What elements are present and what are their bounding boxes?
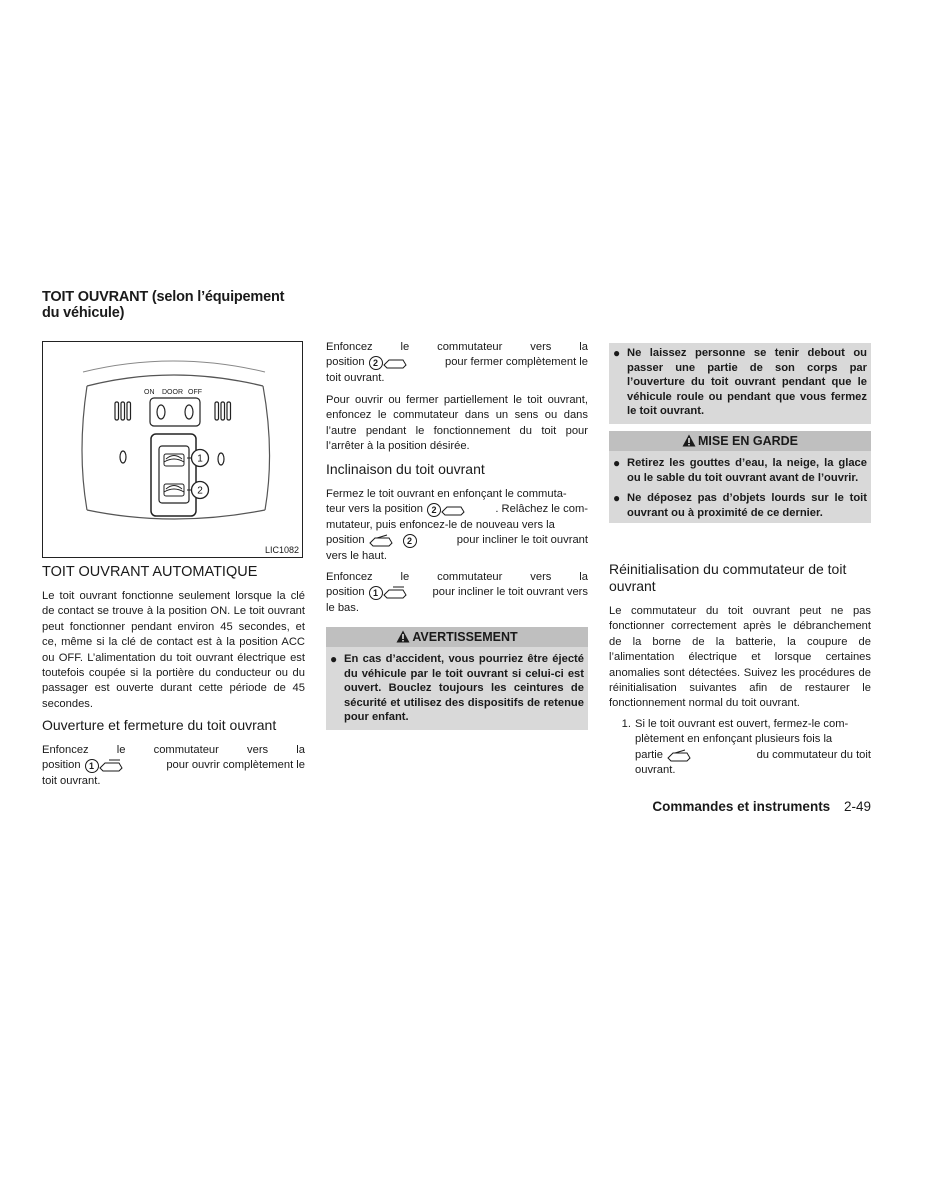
- text: position: [326, 356, 365, 369]
- tilt-p2-line-3: le bas.: [326, 601, 359, 614]
- close-full-paragraph: [326, 340, 588, 386]
- bullet-icon: ●: [330, 652, 338, 666]
- text: pour ouvrir complètement le: [166, 759, 305, 772]
- roof-open-icon: [383, 586, 407, 600]
- word: le: [400, 571, 410, 583]
- word: commutateur: [437, 341, 503, 353]
- text: pour incliner le toit ouvrant: [456, 534, 588, 547]
- text: position: [326, 534, 365, 547]
- roof-open-icon: [99, 759, 123, 773]
- tilt-p2-line-1: [326, 570, 588, 585]
- page-title-line-1: TOIT OUVRANT (selon l’équipement: [42, 289, 285, 305]
- page-title-line-2: du véhicule): [42, 305, 125, 321]
- callout-1: 1: [197, 453, 203, 465]
- tilt-up-icon: [369, 534, 417, 548]
- roof-tilt-icon: [369, 534, 393, 548]
- reset-heading: Réinitialisation du commutateur de toit ouvrant: [609, 561, 847, 594]
- mise-en-garde-item: [609, 491, 871, 520]
- tilt-line-4: [326, 533, 588, 548]
- roof-closed-icon: [383, 356, 407, 370]
- word: vers: [530, 571, 552, 583]
- avertissement-item: [326, 652, 588, 725]
- open-close-heading: Ouverture et fermeture du toit ouvrant: [42, 717, 277, 733]
- position-number: 1: [369, 586, 383, 600]
- open-close-paragraph: [42, 743, 305, 789]
- mise-en-garde-box: [609, 431, 871, 523]
- close-full-line-2: [326, 355, 588, 370]
- warning-triangle-icon: [396, 630, 410, 643]
- tilt-heading: Inclinaison du toit ouvrant: [326, 461, 485, 477]
- text: pour incliner le toit ouvrant vers: [432, 586, 588, 599]
- open-close-line-2: [42, 758, 305, 773]
- switch-label-on: ON: [144, 389, 155, 396]
- word: Enfoncez: [326, 571, 373, 583]
- open-close-line-3: toit ouvrant.: [42, 774, 101, 787]
- mise-en-garde-header: [609, 431, 871, 451]
- page-footer: [652, 799, 871, 815]
- word: vers: [530, 341, 552, 353]
- tilt-p2-line-2: [326, 585, 588, 600]
- position-number: 1: [85, 759, 99, 773]
- tilt-up-icon: [667, 749, 691, 763]
- step-line-3: [635, 748, 871, 763]
- tilt-line-5: vers le haut.: [326, 549, 387, 562]
- word: la: [296, 744, 305, 756]
- position-2-icon: [427, 503, 465, 517]
- overhead-console-illustration: [43, 342, 302, 557]
- text: position: [326, 586, 365, 599]
- position-1-icon: [85, 759, 123, 773]
- tilt-line-2: [326, 502, 588, 517]
- tilt-paragraph-1: [326, 487, 588, 564]
- position-number: 2: [427, 503, 441, 517]
- text: partie: [635, 748, 663, 761]
- word: la: [579, 571, 588, 583]
- position-1-icon: [369, 586, 407, 600]
- text: pour fermer complètement le: [444, 356, 588, 369]
- tilt-line-3: mutateur, puis enfoncez-le de nouveau vers la: [326, 518, 555, 531]
- partial-body: Pour ouvrir ou fermer partiellement le toit ouvrant, enfoncez le commutateur dans un sens ou dans l’autre pendant le fonctionnement du toit pour l’arrêter à la position désirée.: [326, 394, 588, 453]
- word: commutateur: [437, 571, 503, 583]
- callout-2: 2: [197, 485, 203, 497]
- step-line-1: Si le toit ouvrant est ouvert, fermez-le com-: [635, 718, 849, 730]
- step-text: [635, 717, 871, 779]
- step-line-4: ouvrant.: [635, 764, 676, 777]
- avertissement-title: AVERTISSEMENT: [412, 630, 518, 644]
- tilt-paragraph-2: [326, 570, 588, 616]
- numbered-item: [609, 717, 871, 779]
- step-number: 1.: [621, 718, 631, 730]
- bullet-icon: ●: [613, 456, 621, 470]
- position-number: 2: [403, 534, 417, 548]
- word: le: [116, 744, 126, 756]
- switch-label-off: OFF: [188, 389, 202, 396]
- switch-label-door: DOOR: [162, 389, 183, 396]
- figure-label: LIC1082: [264, 545, 299, 555]
- mise-en-garde-text: Ne déposez pas d’objets lourds sur le toit ouvrant ou à proximité de ce dernier.: [627, 492, 867, 519]
- word: la: [579, 341, 588, 353]
- roof-tilt-icon: [667, 749, 691, 763]
- warning-text: Ne laissez personne se tenir debout ou passer une partie de son corps par l’ouverture du toit ouvrant pendant que le véhicule roule ou pendant que vous fermez le toit ouvrant.: [627, 347, 867, 418]
- reset-body: Le commutateur du toit ouvrant peut ne pas fonctionner correctement après le débranchement de la borne de la batterie, la coupure de l’alimentation électrique et lorsque certaines anomalies sont détectées. Suivez les procédures de réinitialisation suivantes afin de restaurer le fonctionnement normal du toit ouvrant.: [609, 605, 871, 710]
- position-2-icon: [369, 356, 407, 370]
- word: Enfoncez: [42, 744, 89, 756]
- text: teur vers la position: [326, 503, 424, 516]
- warning-continuation-box: [609, 343, 871, 424]
- avertissement-text: En cas d’accident, vous pourriez être éjecté du véhicule par le toit ouvrant si celui-ci est ouvert. Bouclez toujours les ceintures de sécurité et utilisez des dispositifs de retenue pour enfant.: [344, 653, 584, 724]
- page-title: [42, 289, 305, 321]
- avertissement-header: [326, 627, 588, 647]
- tilt-line-1: Fermez le toit ouvrant en enfonçant le commuta-: [326, 488, 567, 500]
- position-number: 2: [369, 356, 383, 370]
- sunroof-switch-figure: [42, 341, 303, 558]
- text: position: [42, 759, 81, 772]
- page-number: 2-49: [843, 799, 871, 814]
- word: vers: [247, 744, 269, 756]
- close-full-line-3: toit ouvrant.: [326, 371, 385, 384]
- open-close-line-1: [42, 743, 305, 758]
- mise-en-garde-text: Retirez les gouttes d’eau, la neige, la glace ou le sable du toit ouvrant avant de l’ouvrir.: [627, 457, 867, 484]
- mise-en-garde-item: [609, 456, 871, 485]
- word: le: [400, 341, 410, 353]
- close-full-line-1: [326, 340, 588, 355]
- bullet-icon: ●: [613, 491, 621, 506]
- word: commutateur: [153, 744, 219, 756]
- avertissement-box: [326, 627, 588, 730]
- auto-heading: TOIT OUVRANT AUTOMATIQUE: [42, 564, 258, 580]
- text: . Relâchez le com-: [495, 503, 588, 516]
- caution-triangle-icon: [682, 434, 696, 447]
- mise-en-garde-title: MISE EN GARDE: [697, 434, 798, 448]
- warning-item: [609, 346, 871, 419]
- bullet-icon: ●: [613, 346, 621, 360]
- reset-step-1: [609, 717, 871, 779]
- word: Enfoncez: [326, 341, 373, 353]
- auto-body: Le toit ouvrant fonctionne seulement lorsque la clé de contact se trouve à la position ON. Le toit ouvrant peut fonctionner pendant environ 45 secondes, et ce, même si la clé de contact est à la position ACC ou OFF. L’alimentation du toit ouvrant électrique est toutefois coupée si la portière du conducteur ou du passager est ouverte durant cette période de 45 secondes.: [42, 590, 305, 710]
- footer-section-title: Commandes et instruments: [652, 799, 831, 814]
- step-line-2: plètement en enfonçant plusieurs fois la: [635, 733, 833, 746]
- roof-closed-icon: [441, 503, 465, 517]
- text: du commutateur du toit: [756, 748, 871, 761]
